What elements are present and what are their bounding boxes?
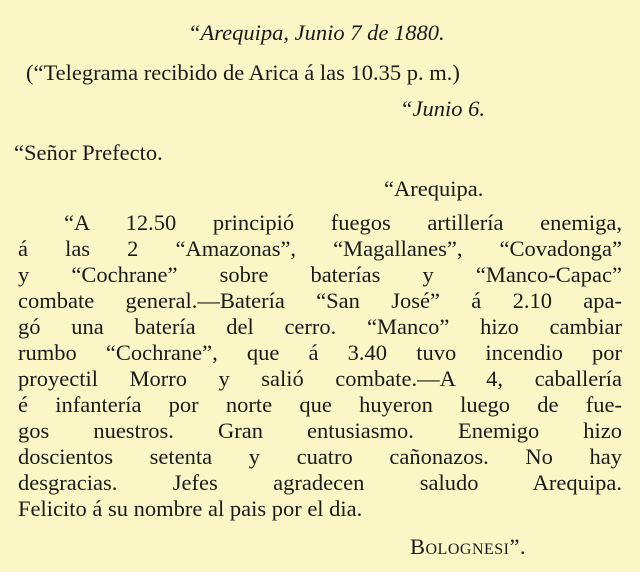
signature: Bolognesi”. xyxy=(410,534,527,559)
body-line: á las 2 “Amazonas”, “Magallanes”, “Covadonga” xyxy=(18,236,622,261)
salutation-city: “Arequipa. xyxy=(384,176,484,201)
body-line: gos nuestros. Gran entusiasmo. Enemigo hizo xyxy=(18,418,622,443)
body-line: “A 12.50 principió fuegos artillería enemiga, xyxy=(64,210,622,235)
body-line: gó una batería del cerro. “Manco” hizo cambiar xyxy=(18,314,622,339)
body-line: é infantería por norte que huyeron luego de fue- xyxy=(18,392,622,417)
salutation-addressee: “Señor Prefecto. xyxy=(14,140,163,165)
body-line: desgracias. Jefes agradecen saludo Arequipa. xyxy=(18,470,622,495)
body-line: y “Cochrane” sobre baterías y “Manco-Capac” xyxy=(18,262,622,287)
body-line: combate general.—Batería “San José” á 2.10 apa- xyxy=(18,288,622,313)
header-place-date: “Arequipa, Junio 7 de 1880. xyxy=(188,20,445,45)
body-line: rumbo “Cochrane”, que á 3.40 tuvo incendio por xyxy=(18,340,622,365)
body-line: Felicito á su nombre al pais por el dia. xyxy=(18,496,363,521)
telegram-note: (“Telegrama recibido de Arica á las 10.35 p. m.) xyxy=(26,60,460,85)
body-line: proyectil Morro y salió combate.—A 4, caballería xyxy=(18,366,622,391)
telegram-date: “Junio 6. xyxy=(400,96,486,121)
body-line: doscientos setenta y cuatro cañonazos. No hay xyxy=(18,444,622,469)
